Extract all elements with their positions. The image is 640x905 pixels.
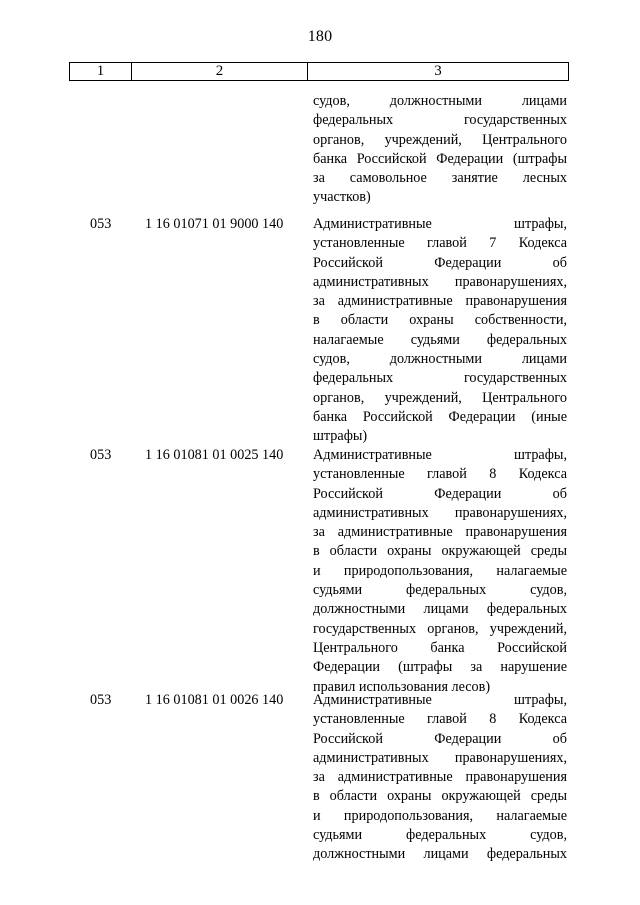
description-line: в области охраны окружающей среды: [313, 543, 567, 560]
description-line: органов, учреждений, Центрального: [313, 389, 567, 406]
description-line: и природопользования, налагаемые: [313, 807, 567, 824]
description-line: Административные штрафы,: [313, 692, 567, 708]
description-line: административных правонарушениях,: [313, 749, 567, 766]
description-line: за административные правонарушения: [313, 769, 567, 786]
description-line: Административные штрафы,: [313, 216, 567, 232]
column-header-table: [69, 62, 569, 81]
column-header-1: 1: [70, 63, 132, 81]
description-line: Российской Федерации об: [313, 485, 567, 502]
budget-classification-code: 1 16 01081 01 0025 140: [145, 447, 284, 463]
budget-classification-code: 1 16 01071 01 9000 140: [145, 216, 284, 232]
description-line: установленные главой 8 Кодекса: [313, 711, 567, 728]
description-line: участков): [313, 189, 371, 206]
description-line: за самовольное занятие лесных: [313, 170, 567, 187]
description-line: банка Российской Федерации (иные: [313, 408, 567, 425]
description-line: федеральных государственных: [313, 370, 567, 387]
admin-code: 053: [90, 447, 112, 463]
description-line: административных правонарушениях,: [313, 504, 567, 521]
description-line: в области охраны окружающей среды: [313, 788, 567, 805]
column-header-2: 2: [132, 63, 308, 81]
description-line: судьями федеральных судов,: [313, 827, 567, 844]
description-line: правил использования лесов): [313, 678, 491, 695]
description-line: Российской Федерации об: [313, 254, 567, 271]
admin-code: 053: [90, 692, 112, 708]
description-line: должностными лицами федеральных: [313, 846, 567, 863]
description-line: судов, должностными лицами: [313, 351, 567, 368]
description-line: в области охраны собственности,: [313, 312, 567, 329]
description-line: должностными лицами федеральных: [313, 601, 567, 618]
description-line: штрафы): [313, 428, 368, 445]
description-line: федеральных государственных: [313, 112, 567, 129]
description-line: судов, должностными лицами: [313, 93, 567, 109]
description-line: Административные штрафы,: [313, 447, 567, 463]
description-line: судьями федеральных судов,: [313, 582, 567, 599]
description-line: и природопользования, налагаемые: [313, 562, 567, 579]
description-line: Центрального банка Российской: [313, 639, 567, 656]
entry-description: [313, 691, 567, 865]
description-line: органов, учреждений, Центрального: [313, 131, 567, 148]
description-line: административных правонарушениях,: [313, 273, 567, 290]
entry-description: [313, 446, 567, 697]
description-line: за административные правонарушения: [313, 524, 567, 541]
description-line: Российской Федерации об: [313, 730, 567, 747]
description-line: установленные главой 7 Кодекса: [313, 235, 567, 252]
admin-code: 053: [90, 216, 112, 232]
budget-classification-code: 1 16 01081 01 0026 140: [145, 692, 284, 708]
description-line: банка Российской Федерации (штрафы: [313, 150, 567, 167]
description-line: Федерации (штрафы за нарушение: [313, 659, 567, 676]
description-line: налагаемые судьями федеральных: [313, 331, 567, 348]
description-line: за административные правонарушения: [313, 293, 567, 310]
entry-description: [313, 92, 567, 208]
page-number: 180: [307, 28, 333, 45]
column-header-3: 3: [308, 63, 569, 81]
entry-description: [313, 215, 567, 447]
description-line: государственных органов, учреждений,: [313, 620, 567, 637]
description-line: установленные главой 8 Кодекса: [313, 466, 567, 483]
